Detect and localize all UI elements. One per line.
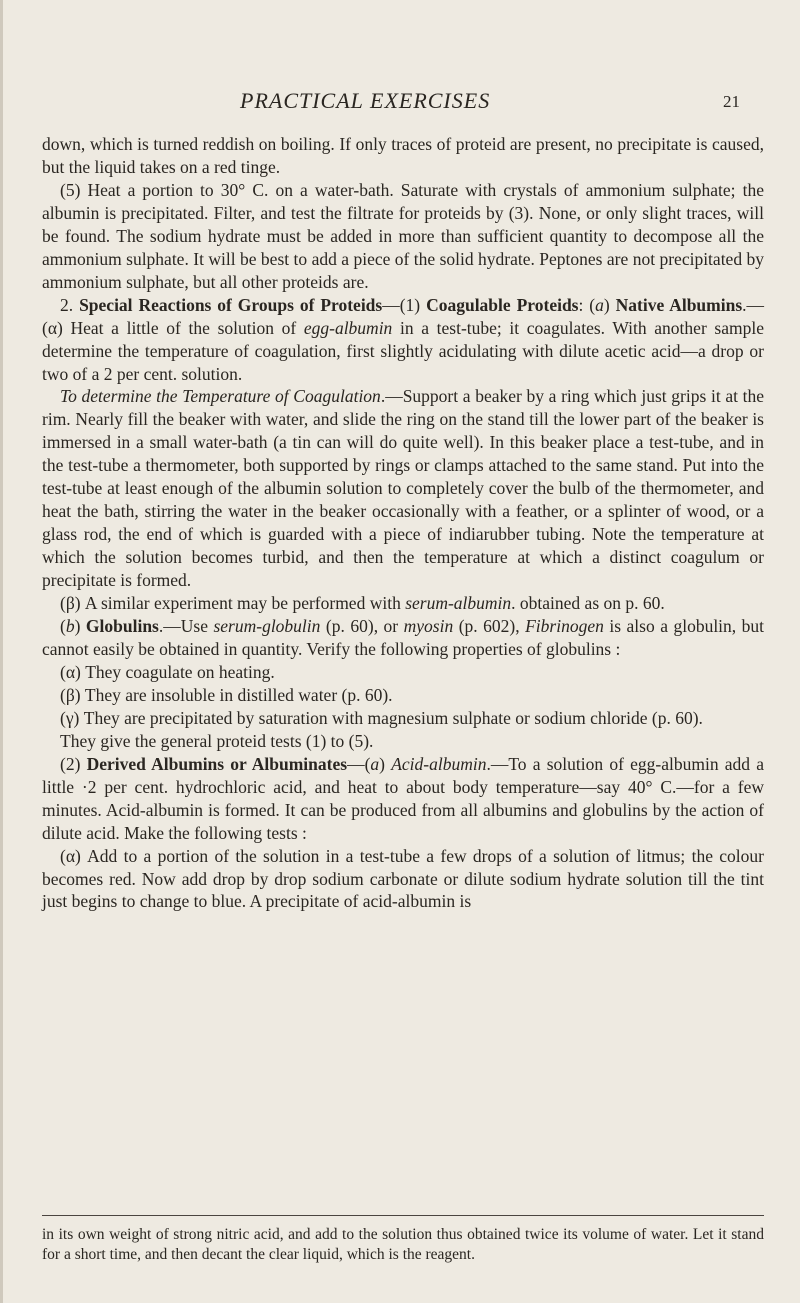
paragraph-12: (α) Add to a portion of the solution in a test-tube a few drops of a solution of litmus; the colour becomes red. Now add drop by drop sodium carbonate or dilute sodium hydrate solution till the tint just begins to change to blue. A precipitate of acid-albumin is: [42, 845, 764, 912]
term: Fibrinogen: [525, 616, 604, 637]
paragraph-4: To determine the Temperature of Coagulation.—Support a beaker by a ring which just grips it at the rim. Nearly fill the beaker with water, and slide the ring on the stand till the lower part of the beaker is immersed in a small water-bath (a tin can will do quite well). In this beaker place a test-tube, and in the test-tube a thermometer, both supported by rings or clamps attached to the same stand. Put into the test-tube at least enough of the albumin solution to completely cover the bulb of the thermometer, and heat the bath, stirring the water in the beaker occasionally with a feather, or a splinter of wood, or a glass rod, the end of which is guarded with a piece of indiarubber tubing. Note the temperature at which the solution becomes turbid, and then the temperature at which a distinct coagulum or precipitate is formed.: [42, 386, 765, 591]
paragraph-5: (β) A similar experiment may be performed with serum-albumin. obtained as on p. 60.: [60, 593, 665, 614]
paragraph-11: (2) Derived Albumins or Albuminates—(a) Acid-albumin.—To a solution of egg-albumin add a little ·2 per cent. hydrochloric acid, and heat to about body temperature—say 40° C.—for a few minutes. Acid-albumin is formed. It can be produced from all albumins and globulins by the action of dilute acid. Make the following tests :: [42, 753, 765, 843]
subsection-heading: Native Albumins: [615, 294, 743, 315]
term: serum-albumin: [405, 593, 512, 614]
list-item: (γ) They are precipitated by saturation with magnesium sulphate or sodium chloride (p. 60).: [60, 707, 703, 728]
term: myosin: [403, 616, 454, 637]
footnote-rule: [42, 1215, 764, 1216]
subsection-heading: Derived Albumins or Albuminates: [86, 753, 348, 774]
term: serum-globulin: [213, 616, 321, 637]
subsection-heading: Globulins: [85, 616, 159, 637]
paragraph-1: down, which is turned reddish on boiling. If only traces of proteid are present, no precipitate is caused, but the liquid takes on a red tinge.: [42, 134, 764, 177]
page-header: [0, 88, 800, 116]
page-edge: [0, 0, 3, 1303]
list-item: (β) They are insoluble in distilled water (p. 60).: [60, 684, 393, 705]
paragraph-6: (b) Globulins.—Use serum-globulin (p. 60), or myosin (p. 602), Fibrinogen is also a globulin, but cannot easily be obtained in quantity. Verify the following properties of globulins :: [42, 616, 765, 659]
list-item: (α) They coagulate on heating.: [60, 661, 275, 682]
footnote: in its own weight of strong nitric acid, and add to the solution thus obtained twice its volume of water. Let it stand for a short time, and then decant the clear liquid, which is the reagent.: [42, 1226, 764, 1263]
subsection-heading: Coagulable Proteids: [426, 294, 579, 315]
running-head: PRACTICAL EXERCISES: [240, 88, 491, 113]
paragraph-3: 2. Special Reactions of Groups of Proteids—(1) Coagulable Proteids: (a) Native Albumins.—(α) Heat a little of the solution of egg-albumin in a test-tube; it coagulates. With another sample determine the temperature of coagulation, first slightly acidulating with dilute acetic acid—a drop or two of a 2 per cent. solution.: [42, 294, 765, 384]
term: egg-albumin: [303, 317, 393, 338]
section-heading: Special Reactions of Groups of Proteids: [79, 294, 383, 315]
body-text: [42, 133, 764, 913]
paragraph-2: (5) Heat a portion to 30° C. on a water-bath. Saturate with crystals of ammonium sulphate; the albumin is precipitated. Filter, and test the filtrate for proteids by (3). None, or only slight traces, will be found. The sodium hydrate must be added in more than sufficient quantity to decompose all the ammonium sulphate. It will be best to add a piece of the solid hydrate. Peptones are not precipitated by ammonium sulphate, but all other proteids are.: [42, 179, 764, 292]
term: Acid-albumin: [391, 753, 487, 774]
paragraph-10: They give the general proteid tests (1) to (5).: [60, 730, 374, 751]
procedure-title: To determine the Temperature of Coagulation: [60, 386, 381, 407]
page-number: 21: [723, 92, 740, 111]
